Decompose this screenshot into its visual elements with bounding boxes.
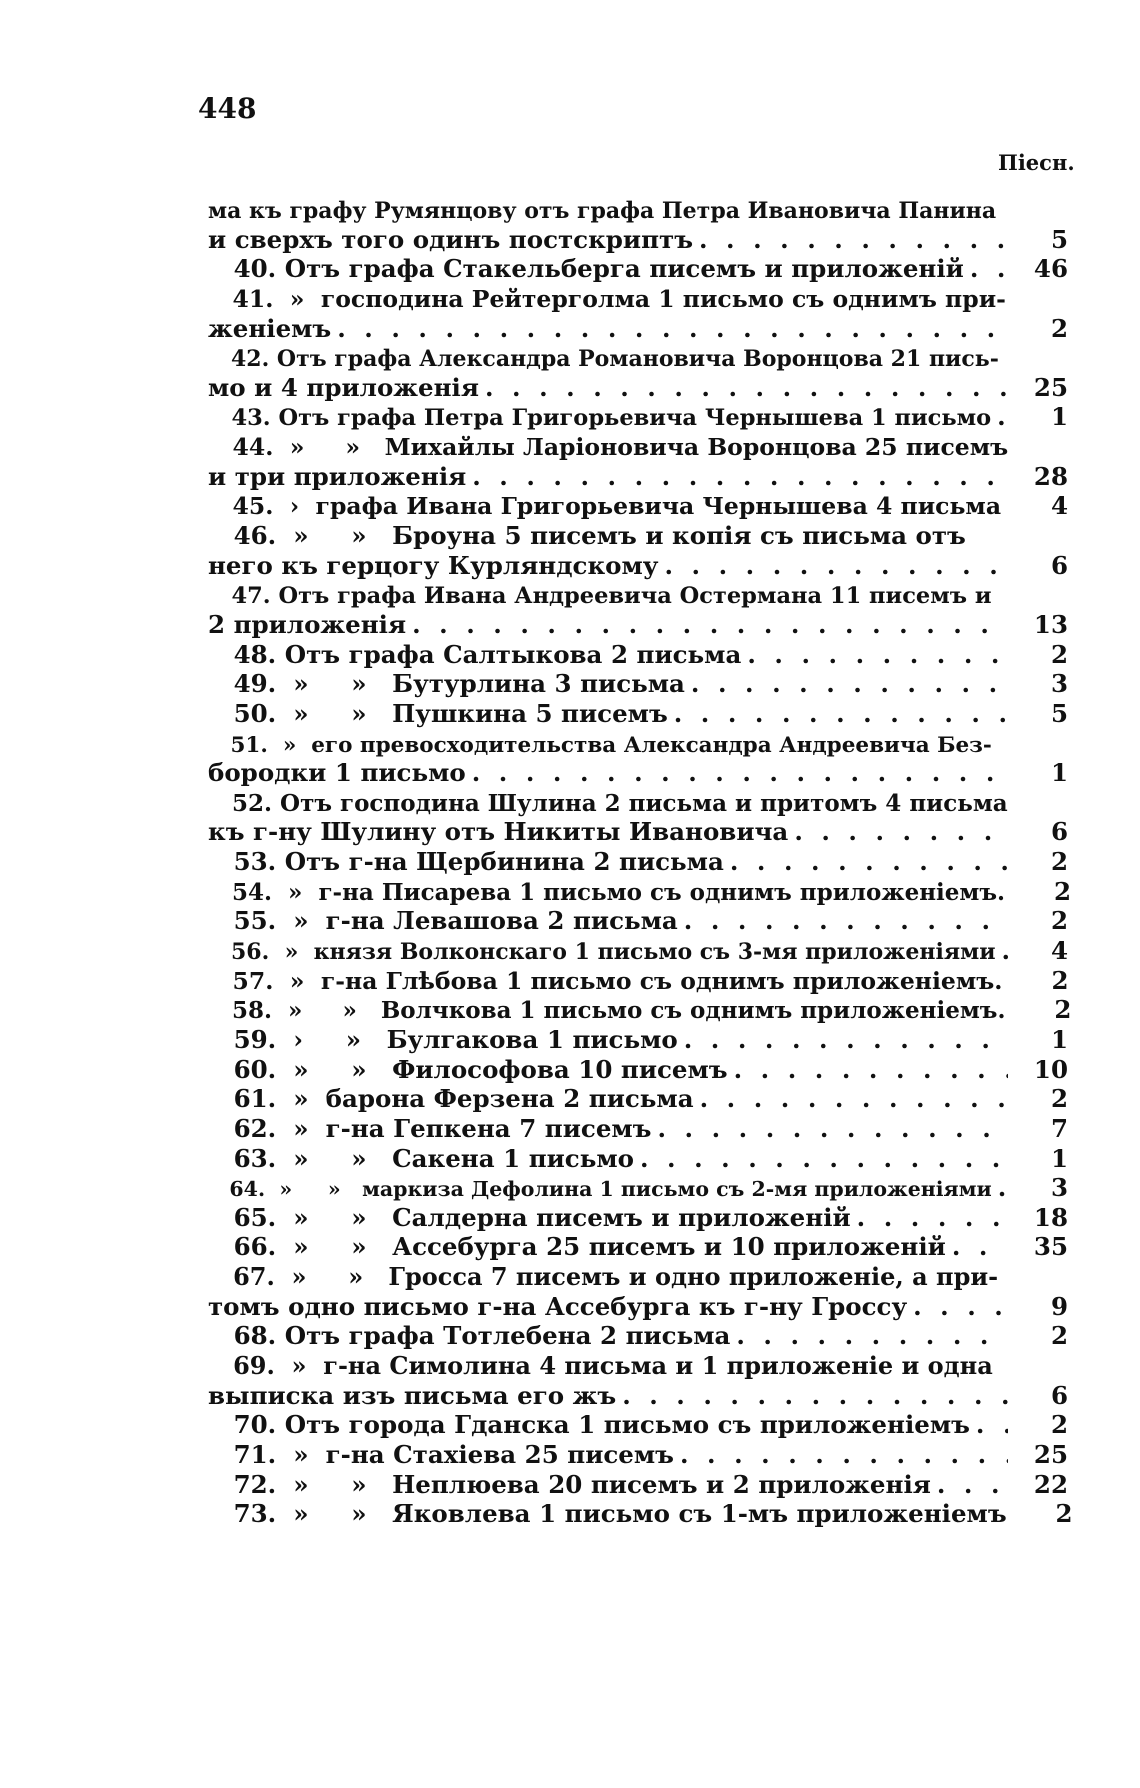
entry-text: мо и 4 приложенія bbox=[208, 372, 479, 402]
entry-count: 5 bbox=[1050, 224, 1068, 254]
entry-line bbox=[208, 284, 1068, 314]
entry-count: 1 bbox=[1050, 1024, 1068, 1054]
dot-leader bbox=[622, 1381, 1008, 1411]
entry-text: 48. Отъ графа Салтыкова 2 письма bbox=[208, 639, 742, 669]
entry-line bbox=[208, 580, 1068, 610]
entry-line bbox=[208, 343, 1068, 373]
entry-line bbox=[208, 876, 1072, 907]
entry-line bbox=[208, 936, 1068, 966]
entry-line bbox=[208, 1321, 1068, 1351]
entry-line bbox=[208, 1262, 1068, 1292]
entry-count: 2 bbox=[1050, 1410, 1068, 1440]
entry-count: 18 bbox=[1033, 1202, 1068, 1232]
dot-leader bbox=[472, 462, 1008, 492]
entry-text: томъ одно письмо г-на Ассебурга къ г-ну Гроссу bbox=[208, 1291, 908, 1321]
entry-text: 58. » » Волчкова 1 письмо съ однимъ приложеніемъ. bbox=[208, 997, 1006, 1025]
entry-text: 65. » » Салдерна писемъ и приложеній bbox=[208, 1202, 851, 1232]
entry-line bbox=[208, 610, 1068, 640]
entry-line bbox=[208, 906, 1068, 936]
entry-line bbox=[208, 195, 1068, 225]
entry-text: и сверхъ того одинъ постскриптъ bbox=[208, 224, 693, 254]
entry-line bbox=[208, 373, 1068, 403]
entry-text: 60. » » Философова 10 писемъ bbox=[208, 1054, 728, 1084]
entry-text: 61. » барона Ферзена 2 письма bbox=[208, 1084, 694, 1114]
entry-count: 2 bbox=[1053, 876, 1072, 906]
entry-line bbox=[208, 847, 1068, 877]
entry-line bbox=[208, 1410, 1068, 1440]
entry-line bbox=[208, 1381, 1068, 1411]
entry-text: 45. › графа Ивана Григорьевича Чернышева 4 письма bbox=[208, 492, 1002, 521]
entry-count: 7 bbox=[1050, 1113, 1068, 1143]
dot-leader bbox=[997, 402, 1008, 432]
entry-text: 52. Отъ господина Шулина 2 письма и притомъ 4 письма bbox=[208, 789, 1008, 817]
dot-leader bbox=[412, 610, 1008, 640]
entry-count: 2 bbox=[1050, 313, 1068, 343]
entry-count: 2 bbox=[1055, 1499, 1073, 1529]
dot-leader bbox=[337, 314, 1008, 344]
entry-count: 3 bbox=[1050, 1173, 1068, 1203]
entry-line bbox=[208, 402, 1068, 432]
entry-count: 13 bbox=[1033, 609, 1068, 639]
entry-line bbox=[208, 1084, 1068, 1114]
entry-count: 2 bbox=[1050, 639, 1068, 669]
dot-leader bbox=[857, 1203, 1008, 1233]
entry-text: ма къ графу Румянцову отъ графа Петра Ивановича Панина bbox=[208, 198, 997, 224]
entry-text: 73. » » Яковлева 1 письмо съ 1-мъ приложеніемъ bbox=[208, 1499, 1007, 1529]
entry-line bbox=[208, 1351, 1068, 1381]
dot-leader bbox=[640, 1144, 1008, 1174]
entry-count: 2 bbox=[1050, 1084, 1068, 1114]
dot-leader bbox=[472, 758, 1008, 788]
entry-line bbox=[208, 1144, 1068, 1174]
entry-count: 2 bbox=[1050, 906, 1068, 936]
entry-text: 59. › » Булгакова 1 письмо bbox=[208, 1024, 678, 1054]
entry-count: 6 bbox=[1050, 817, 1068, 847]
dot-leader bbox=[674, 699, 1008, 729]
entry-text: 66. » » Ассебурга 25 писемъ и 10 приложеній bbox=[208, 1232, 946, 1262]
dot-leader bbox=[691, 669, 1008, 699]
dot-leader bbox=[680, 1440, 1008, 1470]
entry-list bbox=[208, 195, 1073, 1529]
entry-line bbox=[208, 699, 1068, 729]
dot-leader bbox=[730, 847, 1008, 877]
entry-count: 1 bbox=[1050, 758, 1068, 788]
entry-text: 51. » его превосходительства Александра Андреевича Без- bbox=[208, 732, 992, 758]
dot-leader bbox=[976, 1410, 1008, 1440]
entry-text: 44. » » Михайлы Ларіоновича Воронцова 25 писемъ bbox=[208, 433, 1009, 462]
dot-leader bbox=[937, 1470, 1008, 1500]
entry-text: 42. Отъ графа Александра Романовича Воронцова 21 пись- bbox=[208, 346, 999, 373]
entry-count: 6 bbox=[1050, 550, 1068, 580]
entry-text: бородки 1 письмо bbox=[208, 758, 466, 788]
entry-text: 67. » » Гросса 7 писемъ и одно приложеніе, а при- bbox=[208, 1262, 999, 1292]
dot-leader bbox=[657, 1114, 1008, 1144]
entry-count: 46 bbox=[1033, 254, 1068, 284]
dot-leader bbox=[952, 1232, 1008, 1262]
entry-line bbox=[208, 254, 1068, 284]
entry-line bbox=[208, 1232, 1068, 1262]
dot-leader bbox=[913, 1292, 1008, 1322]
entry-count: 2 bbox=[1050, 847, 1068, 877]
dot-leader bbox=[684, 1025, 1008, 1055]
entry-count: 2 bbox=[1051, 965, 1069, 995]
entry-line bbox=[208, 758, 1068, 788]
entry-text: 43. Отъ графа Петра Григорьевича Чернышева 1 письмо bbox=[208, 405, 992, 432]
entry-text: 70. Отъ города Гданска 1 письмо съ приложеніемъ bbox=[208, 1410, 970, 1440]
dot-leader bbox=[736, 1321, 1008, 1351]
entry-text: 46. » » Броуна 5 писемъ и копія съ письма отъ bbox=[208, 521, 966, 551]
entry-line bbox=[208, 491, 1068, 521]
entry-line bbox=[208, 1499, 1073, 1529]
entry-text: 64. » » маркиза Дефолина 1 письмо съ 2-мя приложеніями bbox=[208, 1177, 992, 1202]
entry-text: 41. » господина Рейтерголма 1 письмо съ однимъ при- bbox=[208, 284, 1006, 313]
entry-line bbox=[208, 788, 1068, 818]
entry-line bbox=[208, 551, 1068, 581]
entry-line bbox=[208, 1055, 1068, 1085]
entry-count: 35 bbox=[1033, 1232, 1068, 1262]
dot-leader bbox=[747, 640, 1008, 670]
entry-count: 4 bbox=[1050, 936, 1068, 966]
entry-count: 9 bbox=[1050, 1291, 1068, 1321]
entry-text: 49. » » Бутурлина 3 письма bbox=[208, 669, 685, 699]
dot-leader bbox=[664, 551, 1008, 581]
entry-text: 63. » » Сакена 1 письмо bbox=[208, 1143, 634, 1173]
entry-line bbox=[208, 462, 1068, 492]
entry-line bbox=[208, 1025, 1068, 1055]
entry-text: 40. Отъ графа Стакельберга писемъ и приложеній bbox=[208, 254, 964, 284]
entry-text: женіемъ bbox=[208, 313, 332, 343]
entry-text: 50. » » Пушкина 5 писемъ bbox=[208, 698, 668, 728]
dot-leader bbox=[1002, 936, 1008, 966]
entry-text: него къ герцогу Курляндскому bbox=[208, 550, 659, 580]
entry-line bbox=[208, 314, 1068, 344]
dot-leader bbox=[699, 225, 1008, 255]
entry-line bbox=[208, 1292, 1068, 1322]
entry-count: 22 bbox=[1033, 1469, 1068, 1499]
entry-line bbox=[208, 995, 1072, 1025]
dot-leader bbox=[1007, 491, 1008, 521]
entry-text: къ г-ну Шулину отъ Никиты Ивановича bbox=[208, 817, 789, 847]
entry-text: 54. » г-на Писарева 1 письмо съ однимъ приложеніемъ. bbox=[208, 878, 1006, 906]
dot-leader bbox=[998, 1173, 1008, 1203]
entry-line bbox=[208, 521, 1068, 551]
entry-line bbox=[208, 817, 1068, 847]
entry-count: 2 bbox=[1050, 1321, 1068, 1351]
entry-line bbox=[208, 225, 1068, 255]
entry-count: 28 bbox=[1033, 461, 1068, 491]
entry-count: 25 bbox=[1033, 372, 1068, 402]
entry-text: 71. » г-на Стахіева 25 писемъ bbox=[208, 1439, 674, 1469]
entry-count: 3 bbox=[1050, 669, 1068, 699]
dot-leader bbox=[794, 817, 1008, 847]
entry-count: 25 bbox=[1033, 1439, 1068, 1469]
entry-line bbox=[208, 1470, 1068, 1500]
entry-count: 2 bbox=[1054, 995, 1072, 1025]
page-number: 448 bbox=[198, 92, 257, 125]
entry-line bbox=[208, 966, 1068, 996]
entry-text: 69. » г-на Симолина 4 письма и 1 приложеніе и одна bbox=[208, 1350, 993, 1380]
entry-text: 62. » г-на Гепкена 7 писемъ bbox=[208, 1113, 652, 1143]
dot-leader bbox=[684, 906, 1008, 936]
dot-leader bbox=[485, 373, 1008, 403]
entry-count: 1 bbox=[1050, 402, 1068, 432]
entry-line bbox=[208, 432, 1068, 462]
dot-leader bbox=[700, 1084, 1008, 1114]
entry-text: 68. Отъ графа Тотлебена 2 письма bbox=[208, 1321, 731, 1351]
entry-count: 6 bbox=[1050, 1380, 1068, 1410]
entry-line bbox=[208, 669, 1068, 699]
entry-line bbox=[208, 1203, 1068, 1233]
entry-count: 1 bbox=[1050, 1143, 1068, 1173]
entry-text: и три приложенія bbox=[208, 461, 467, 491]
entry-text: 47. Отъ графа Ивана Андреевича Остермана 11 писемъ и bbox=[208, 583, 992, 610]
entry-line bbox=[208, 1173, 1068, 1203]
column-header: Піесн. bbox=[998, 150, 1075, 175]
entry-line bbox=[208, 1440, 1068, 1470]
entry-text: 2 приложенія bbox=[208, 609, 407, 639]
entry-line bbox=[208, 729, 1068, 759]
entry-text: выписка изъ письма его жъ bbox=[208, 1380, 617, 1410]
entry-line bbox=[208, 640, 1068, 670]
entry-text: 57. » г-на Глѣбова 1 письмо съ однимъ приложеніемъ. bbox=[208, 966, 1003, 995]
entry-line bbox=[208, 1114, 1068, 1144]
entry-count: 4 bbox=[1050, 491, 1068, 521]
entry-text: 55. » г-на Левашова 2 письма bbox=[208, 906, 678, 936]
entry-text: 72. » » Неплюева 20 писемъ и 2 приложенія bbox=[208, 1469, 931, 1499]
dot-leader bbox=[970, 254, 1008, 284]
entry-text: 53. Отъ г-на Щербинина 2 письма bbox=[208, 847, 724, 877]
entry-count: 10 bbox=[1033, 1054, 1068, 1084]
entry-text: 56. » князя Волконскаго 1 письмо съ 3-мя приложеніями bbox=[208, 939, 996, 966]
entry-count: 5 bbox=[1050, 698, 1068, 728]
dot-leader bbox=[734, 1055, 1008, 1085]
